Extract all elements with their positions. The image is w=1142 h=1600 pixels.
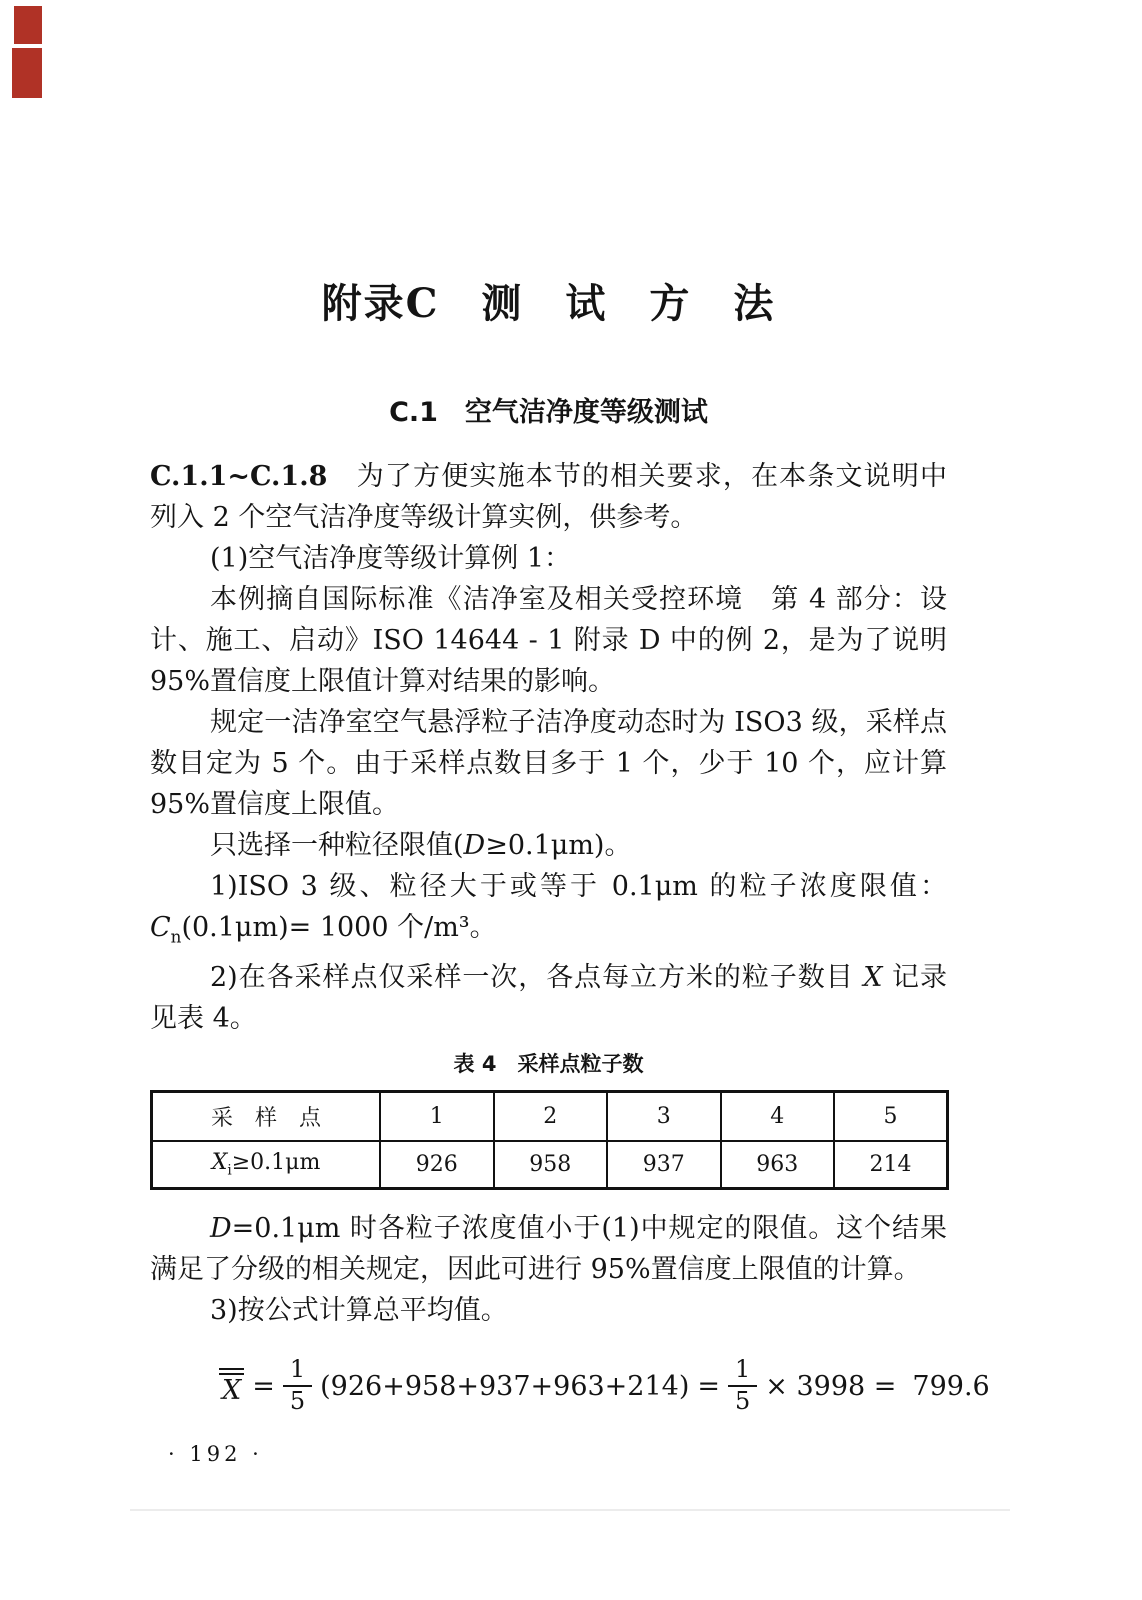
red-scan-mark-top: [14, 6, 42, 44]
mean-value-formula: [215, 1350, 994, 1422]
paragraph-text: 为了方便实施本节的相关要求，在本条文说明中列入 2 个空气洁净度等级计算实例，供参考。: [150, 461, 947, 533]
variable-X: X: [222, 1375, 242, 1406]
value-cell: 937: [607, 1141, 721, 1189]
formula-result: 799.6: [912, 1370, 990, 1402]
red-scan-mark-bottom: [12, 48, 42, 98]
equals-sign: =: [252, 1370, 275, 1402]
paragraph-text: =0.1μm 时各粒子浓度值小于(1)中规定的限值。这个结果满足了分级的相关规定，因此可进行 95%置信度上限值的计算。: [150, 1213, 947, 1285]
fraction-one-fifth: [728, 1356, 757, 1415]
fraction-one-fifth: [283, 1356, 312, 1415]
equals-sign: =: [697, 1370, 720, 1402]
column-header-cell: 5: [834, 1092, 948, 1142]
paragraph-setup: 规定一洁净室空气悬浮粒子洁净度动态时为 ISO3 级，采样点数目定为 5 个。由于采样点数目多于 1 个，少于 10 个，应计算 95%置信度上限值。: [150, 707, 947, 820]
paragraph-text: 2)在各采样点仅采样一次，各点每立方米的粒子数目: [210, 962, 864, 994]
column-header-cell: 1: [380, 1092, 494, 1142]
paragraph-sampling: [150, 957, 947, 1039]
paragraph-conclusion: [150, 1208, 947, 1290]
appendix-title: 附录C 测 试 方 法: [321, 280, 776, 327]
paragraph-formula-intro: 3)按公式计算总平均值。: [210, 1295, 508, 1326]
footer-page-number: · 192 ·: [168, 1442, 263, 1466]
table-caption: 表 4 采样点粒子数: [453, 1052, 644, 1076]
body-text-block-2: [150, 1208, 947, 1331]
clause-range-label: C.1.1~C.1.8: [150, 461, 328, 492]
value-cell: 963: [721, 1141, 835, 1189]
row-label-cell: [152, 1141, 381, 1189]
sum-expression: (926+958+937+963+214): [320, 1370, 690, 1402]
value-cell: 958: [494, 1141, 608, 1189]
paragraph-text: 记录见表 4。: [150, 962, 947, 1035]
paragraph-text: (0.1μm)= 1000 个/m³。: [181, 912, 497, 943]
row-label-text: ≥0.1μm: [231, 1150, 321, 1176]
column-header-cell: 3: [607, 1092, 721, 1142]
fraction-numerator: 1: [728, 1356, 757, 1387]
paragraph-text: 只选择一种粒径限值(: [210, 830, 464, 861]
fraction-denominator: 5: [289, 1387, 306, 1415]
particle-count-table: [150, 1090, 949, 1190]
value-cell: 214: [834, 1141, 948, 1189]
paragraph-particle-size: [150, 825, 947, 866]
value-cell: 926: [380, 1141, 494, 1189]
scan-artifact-line: [130, 1509, 1010, 1511]
paragraph-clause-intro: [150, 456, 947, 538]
column-header-cell: 2: [494, 1092, 608, 1142]
subscript-n: n: [170, 926, 182, 947]
subscript-i: i: [227, 1162, 232, 1179]
fraction-numerator: 1: [283, 1356, 312, 1387]
sampling-point-header-cell: 采 样 点: [152, 1092, 381, 1142]
product-expression: × 3998 =: [765, 1370, 897, 1402]
paragraph-text: 1)ISO 3 级、粒径大于或等于 0.1μm 的粒子浓度限值：: [210, 871, 947, 902]
body-text-block-1: [150, 456, 947, 1039]
paragraph-text: ≥0.1μm)。: [485, 830, 632, 861]
paragraph-source: 本例摘自国际标准《洁净室及相关受控环境 第 4 部分：设计、施工、启动》ISO 14644 - 1 附录 D 中的例 2，是为了说明 95%置信度上限值计算对结果的影响。: [150, 584, 947, 697]
paragraph-example-title: (1)空气洁净度等级计算例 1：: [210, 543, 572, 574]
variable-X: X: [211, 1150, 228, 1176]
x-double-overline: [219, 1368, 244, 1404]
variable-D: D: [210, 1213, 232, 1244]
variable-X: X: [863, 962, 883, 994]
fraction-denominator: 5: [735, 1387, 751, 1415]
paragraph-limit: [150, 866, 947, 957]
variable-C: C: [150, 912, 171, 943]
table-data-row: [152, 1141, 948, 1189]
table-header-row: [152, 1092, 948, 1142]
column-header-cell: 4: [721, 1092, 835, 1142]
variable-D: D: [463, 830, 486, 861]
section-heading: C.1 空气洁净度等级测试: [389, 397, 708, 428]
